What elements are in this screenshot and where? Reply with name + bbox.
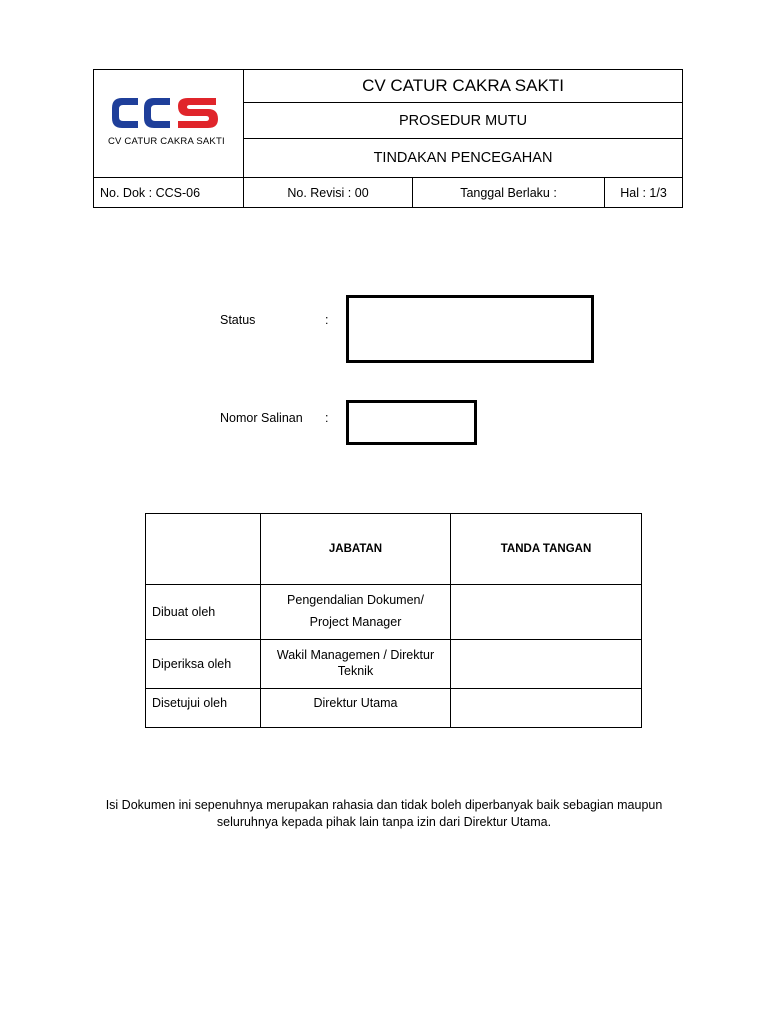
copy-number-colon: :: [325, 411, 329, 425]
jabatan-line: Teknik: [337, 664, 374, 678]
company-logo: [108, 92, 228, 147]
confidentiality-note: [0, 797, 768, 831]
jabatan-cell: [261, 689, 451, 728]
effective-date: Tanggal Berlaku :: [413, 178, 605, 208]
note-line-1: Isi Dokumen ini sepenuhnya merupakan rahasia dan tidak boleh diperbanyak baik sebagian maupun: [105, 798, 663, 812]
header-jabatan: JABATAN: [261, 514, 451, 585]
company-name: CV CATUR CAKRA SAKTI: [244, 70, 682, 103]
copy-number-field[interactable]: [346, 400, 477, 445]
signature-cell[interactable]: [451, 640, 642, 689]
status-colon: :: [325, 313, 329, 327]
role-cell: Diperiksa oleh: [146, 640, 261, 689]
page-number: Hal : 1/3: [620, 186, 667, 200]
jabatan-line: Project Manager: [309, 615, 402, 629]
document-title: TINDAKAN PENCEGAHAN: [373, 150, 553, 166]
jabatan-line: Wakil Managemen / Direktur: [276, 648, 435, 663]
status-field[interactable]: [346, 295, 594, 363]
jabatan-cell: [261, 640, 451, 689]
logo-cell: [94, 70, 244, 177]
note-line-2: seluruhnya kepada pihak lain tanpa izin dari Direktur Utama.: [216, 815, 552, 829]
revision-number: No. Revisi : 00: [244, 178, 413, 208]
table-row: [146, 689, 642, 728]
meta-row: [94, 177, 682, 208]
role-cell: Disetujui oleh: [146, 689, 261, 728]
status-label: Status: [220, 313, 256, 327]
jabatan-cell: [261, 585, 451, 640]
ccs-logo-icon: [108, 92, 220, 134]
copy-number-label: Nomor Salinan: [220, 411, 303, 425]
role-cell: Dibuat oleh: [146, 585, 261, 640]
title-column: [244, 70, 682, 177]
document-type: PROSEDUR MUTU: [244, 103, 682, 139]
document-header: [93, 69, 683, 208]
table-row: [146, 640, 642, 689]
logo-text: CV CATUR CAKRA SAKTI: [108, 136, 225, 147]
signature-cell[interactable]: [451, 585, 642, 640]
approval-header-row: [146, 514, 642, 585]
jabatan-line: Pengendalian Dokumen/: [287, 593, 424, 608]
doc-number: No. Dok : CCS-06: [94, 178, 244, 208]
signature-cell[interactable]: [451, 689, 642, 728]
header-blank-cell: [146, 514, 261, 585]
approval-table: [145, 513, 642, 728]
header-tanda-tangan: TANDA TANGAN: [451, 514, 642, 585]
jabatan-line: Direktur Utama: [313, 696, 398, 710]
table-row: [146, 585, 642, 640]
